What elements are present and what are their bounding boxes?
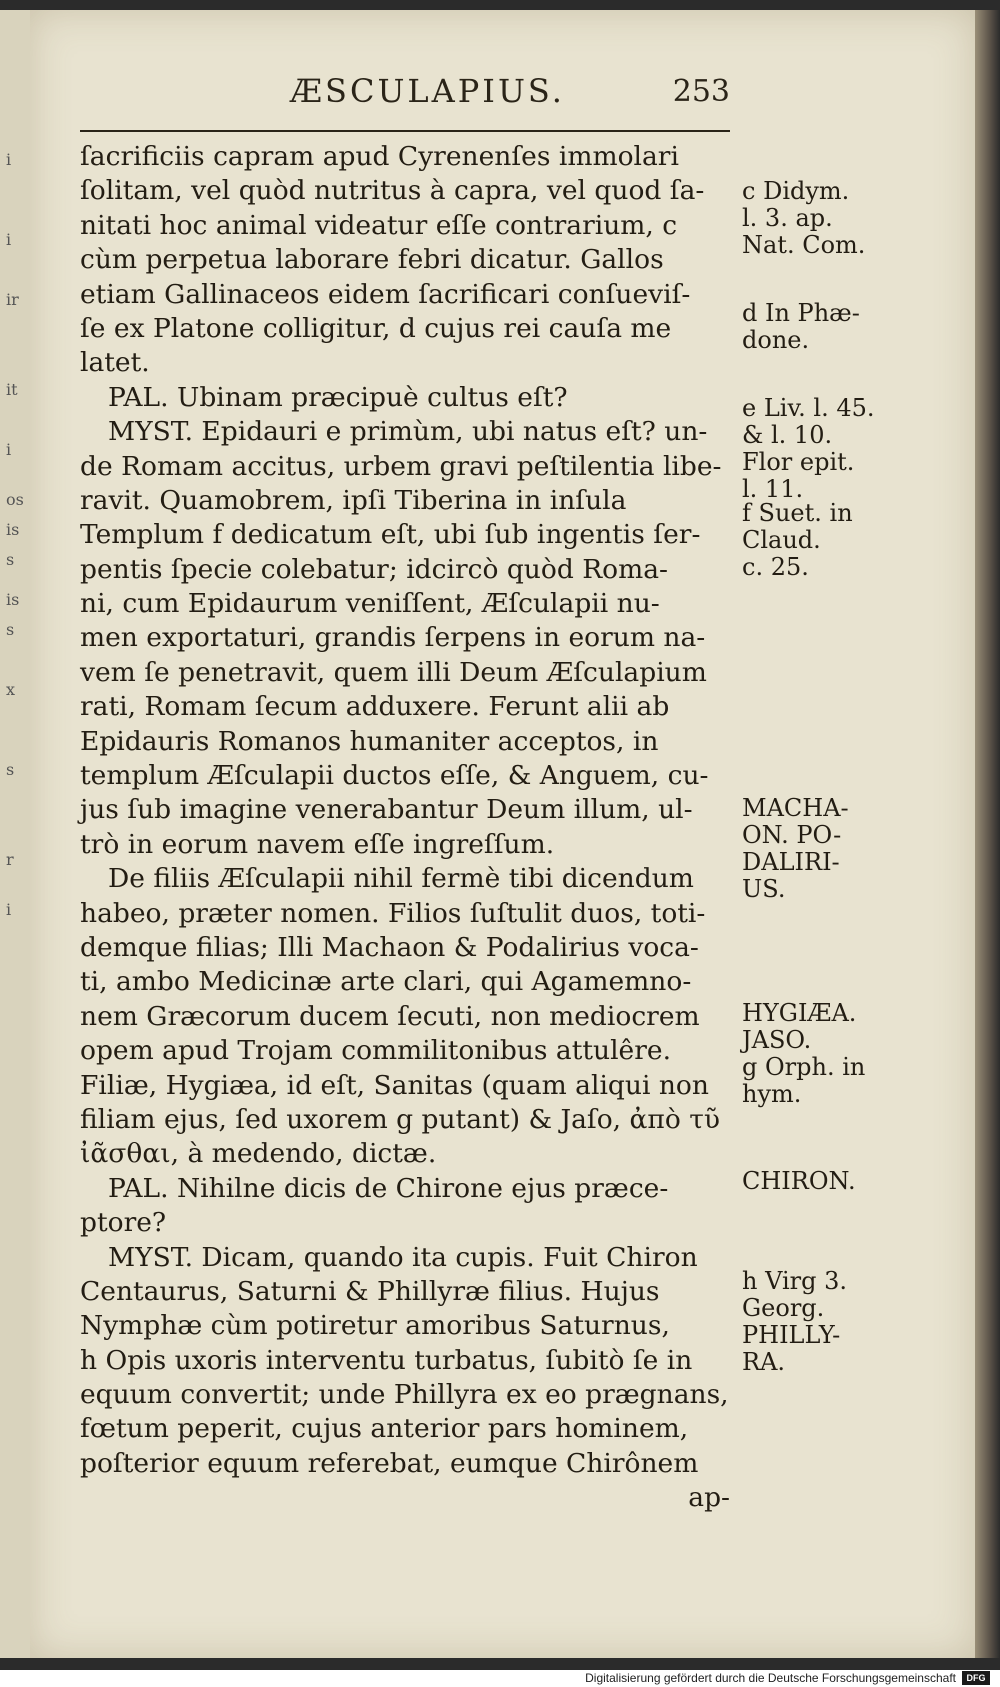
text-line: Filiæ, Hygiæa, id eſt, Sanitas (quam aliqui non — [80, 1069, 709, 1101]
text-line: opem apud Trojam commilitonibus attulêre. — [80, 1035, 672, 1067]
text-line: ravit. Quamobrem, ipſi Tiberina in inſula — [80, 484, 627, 516]
text-line: ti, ambo Medicinæ arte clari, qui Agamemno- — [80, 966, 692, 998]
margin-note: Georg. — [742, 1294, 825, 1322]
dfg-logo: DFG — [962, 1671, 990, 1685]
text-line: ſe ex Platone colligitur, d cujus rei cauſa me — [80, 312, 672, 344]
margin-note: DALIRI- — [742, 848, 840, 876]
catchword: ap- — [688, 1482, 730, 1514]
gutter-mark: s — [6, 760, 15, 779]
margin-note: JASO. — [742, 1026, 812, 1054]
text-line: demque filias; Illi Machaon & Podalirius voca- — [80, 931, 699, 963]
header-rule — [80, 130, 730, 132]
text-line: MYST. Epidauri e primùm, ubi natus eſt? un- — [108, 416, 708, 448]
margin-note: HYGIÆA. — [742, 999, 857, 1027]
gutter-mark: i — [6, 440, 12, 459]
text-line: filiam ejus, ſed uxorem g putant) & Jaſo, ἀπὸ τῦ — [80, 1103, 720, 1135]
margin-note: c. 25. — [742, 553, 809, 581]
text-line: Epidauris Romanos humaniter acceptos, in — [80, 725, 659, 757]
text-line: etiam Gallinaceos eidem ſacrificari conſueviſ- — [80, 278, 691, 310]
text-line: ptore? — [80, 1207, 167, 1239]
text-line: jus ſub imagine venerabantur Deum illum, ul- — [80, 794, 693, 826]
margin-note: l. 11. — [742, 475, 804, 503]
gutter-mark: s — [6, 620, 15, 639]
gutter-mark: r — [6, 850, 14, 869]
margin-note: done. — [742, 326, 810, 354]
margin-note: ON. PO- — [742, 821, 842, 849]
margin-note: PHILLY- — [742, 1321, 841, 1349]
text-line: h Opis uxoris interventu turbatus, ſubitò ſe in — [80, 1344, 693, 1376]
margin-note: c Didym. — [742, 177, 850, 205]
gutter-mark: ir — [6, 290, 19, 309]
text-line: ſacrificiis capram apud Cyrenenſes immolari — [80, 141, 679, 172]
text-line: ſolitam, vel quòd nutritus à capra, vel quod ſa- — [80, 175, 705, 207]
margin-note: g Orph. in — [742, 1053, 866, 1081]
text-line: templum Æſculapii ductos eſſe, & Anguem, cu- — [80, 760, 709, 792]
text-line: latet. — [80, 347, 150, 379]
margin-note: f Suet. in — [742, 499, 853, 527]
gutter-mark: s — [6, 550, 15, 569]
page-edge-shadow — [975, 10, 1000, 1658]
text-line: fœtum peperit, cujus anterior pars hominem, — [80, 1413, 689, 1445]
text-line: men exportaturi, grandis ſerpens in eorum na- — [80, 622, 706, 654]
margin-note: RA. — [742, 1348, 786, 1376]
gutter-mark: i — [6, 150, 12, 169]
text-line: nitati hoc animal videatur eſſe contrarium, c — [80, 209, 678, 241]
gutter-mark: i — [6, 230, 12, 249]
footer-credit: Digitalisierung gefördert durch die Deutsche Forschungsgemeinschaft — [585, 1671, 956, 1685]
gutter-mark: it — [6, 380, 18, 399]
margin-note: h Virg 3. — [742, 1267, 848, 1295]
text-line: De filiis Æſculapii nihil fermè tibi dicendum — [108, 863, 694, 895]
margin-note: hym. — [742, 1080, 802, 1108]
text-line: pentis ſpecie colebatur; idcircò quòd Roma- — [80, 553, 668, 585]
margin-note: d In Phæ- — [742, 299, 860, 327]
gutter-mark: os — [6, 490, 24, 509]
margin-note: & l. 10. — [742, 421, 833, 449]
text-line: equum convertit; unde Phillyra ex eo prægnans, — [80, 1379, 729, 1411]
facing-page-gutter — [0, 10, 30, 1658]
margin-note: US. — [742, 875, 786, 903]
text-line: rati, Romam ſecum adduxere. Ferunt alii ab — [80, 691, 670, 723]
text-line: Templum f dedicatum eſt, ubi ſub ingentis ſer- — [80, 519, 701, 551]
text-line: PAL. Nihilne dicis de Chirone ejus præce- — [108, 1172, 669, 1204]
main-text-block — [80, 140, 730, 1516]
running-title: ÆSCULAPIUS. — [290, 72, 565, 110]
running-header — [80, 72, 730, 116]
margin-note: l. 3. ap. — [742, 204, 833, 232]
margin-note: CHIRON. — [742, 1167, 856, 1195]
margin-note: Nat. Com. — [742, 231, 866, 259]
text-line: nem Græcorum ducem ſecuti, non mediocrem — [80, 1000, 700, 1032]
gutter-mark: is — [6, 520, 20, 539]
text-line: MYST. Dicam, quando ita cupis. Fuit Chiron — [108, 1241, 698, 1273]
gutter-mark: i — [6, 900, 12, 919]
text-line: de Romam accitus, urbem gravi peſtilentia libe- — [80, 450, 722, 482]
text-line: trò in eorum navem eſſe ingreſſum. — [80, 828, 555, 860]
page-number: 253 — [672, 74, 730, 109]
text-line: ni, cum Epidaurum veniſſent, Æſculapii nu- — [80, 588, 660, 620]
text-line: cùm perpetua laborare febri dicatur. Gallos — [80, 244, 664, 276]
text-line: habeo, præter nomen. Filios ſuſtulit duos, toti- — [80, 897, 706, 929]
gutter-mark: is — [6, 590, 20, 609]
text-line: vem ſe penetravit, quem illi Deum Æſculapium — [80, 656, 707, 688]
text-line: Centaurus, Saturni & Phillyræ filius. Hujus — [80, 1275, 660, 1307]
text-line: poſterior equum referebat, eumque Chirônem — [80, 1447, 699, 1479]
margin-note: Claud. — [742, 526, 821, 554]
margin-note: Flor epit. — [742, 448, 855, 476]
text-line: PAL. Ubinam præcipuè cultus eſt? — [108, 381, 568, 413]
text-line: Nymphæ cùm potiretur amoribus Saturnus, — [80, 1310, 670, 1342]
gutter-mark: x — [6, 680, 16, 699]
footer-bar — [0, 1670, 1000, 1687]
text-line: ἰᾶσθαι, à medendo, dictæ. — [80, 1138, 437, 1170]
margin-note: e Liv. l. 45. — [742, 394, 875, 422]
margin-note: MACHA- — [742, 794, 849, 822]
